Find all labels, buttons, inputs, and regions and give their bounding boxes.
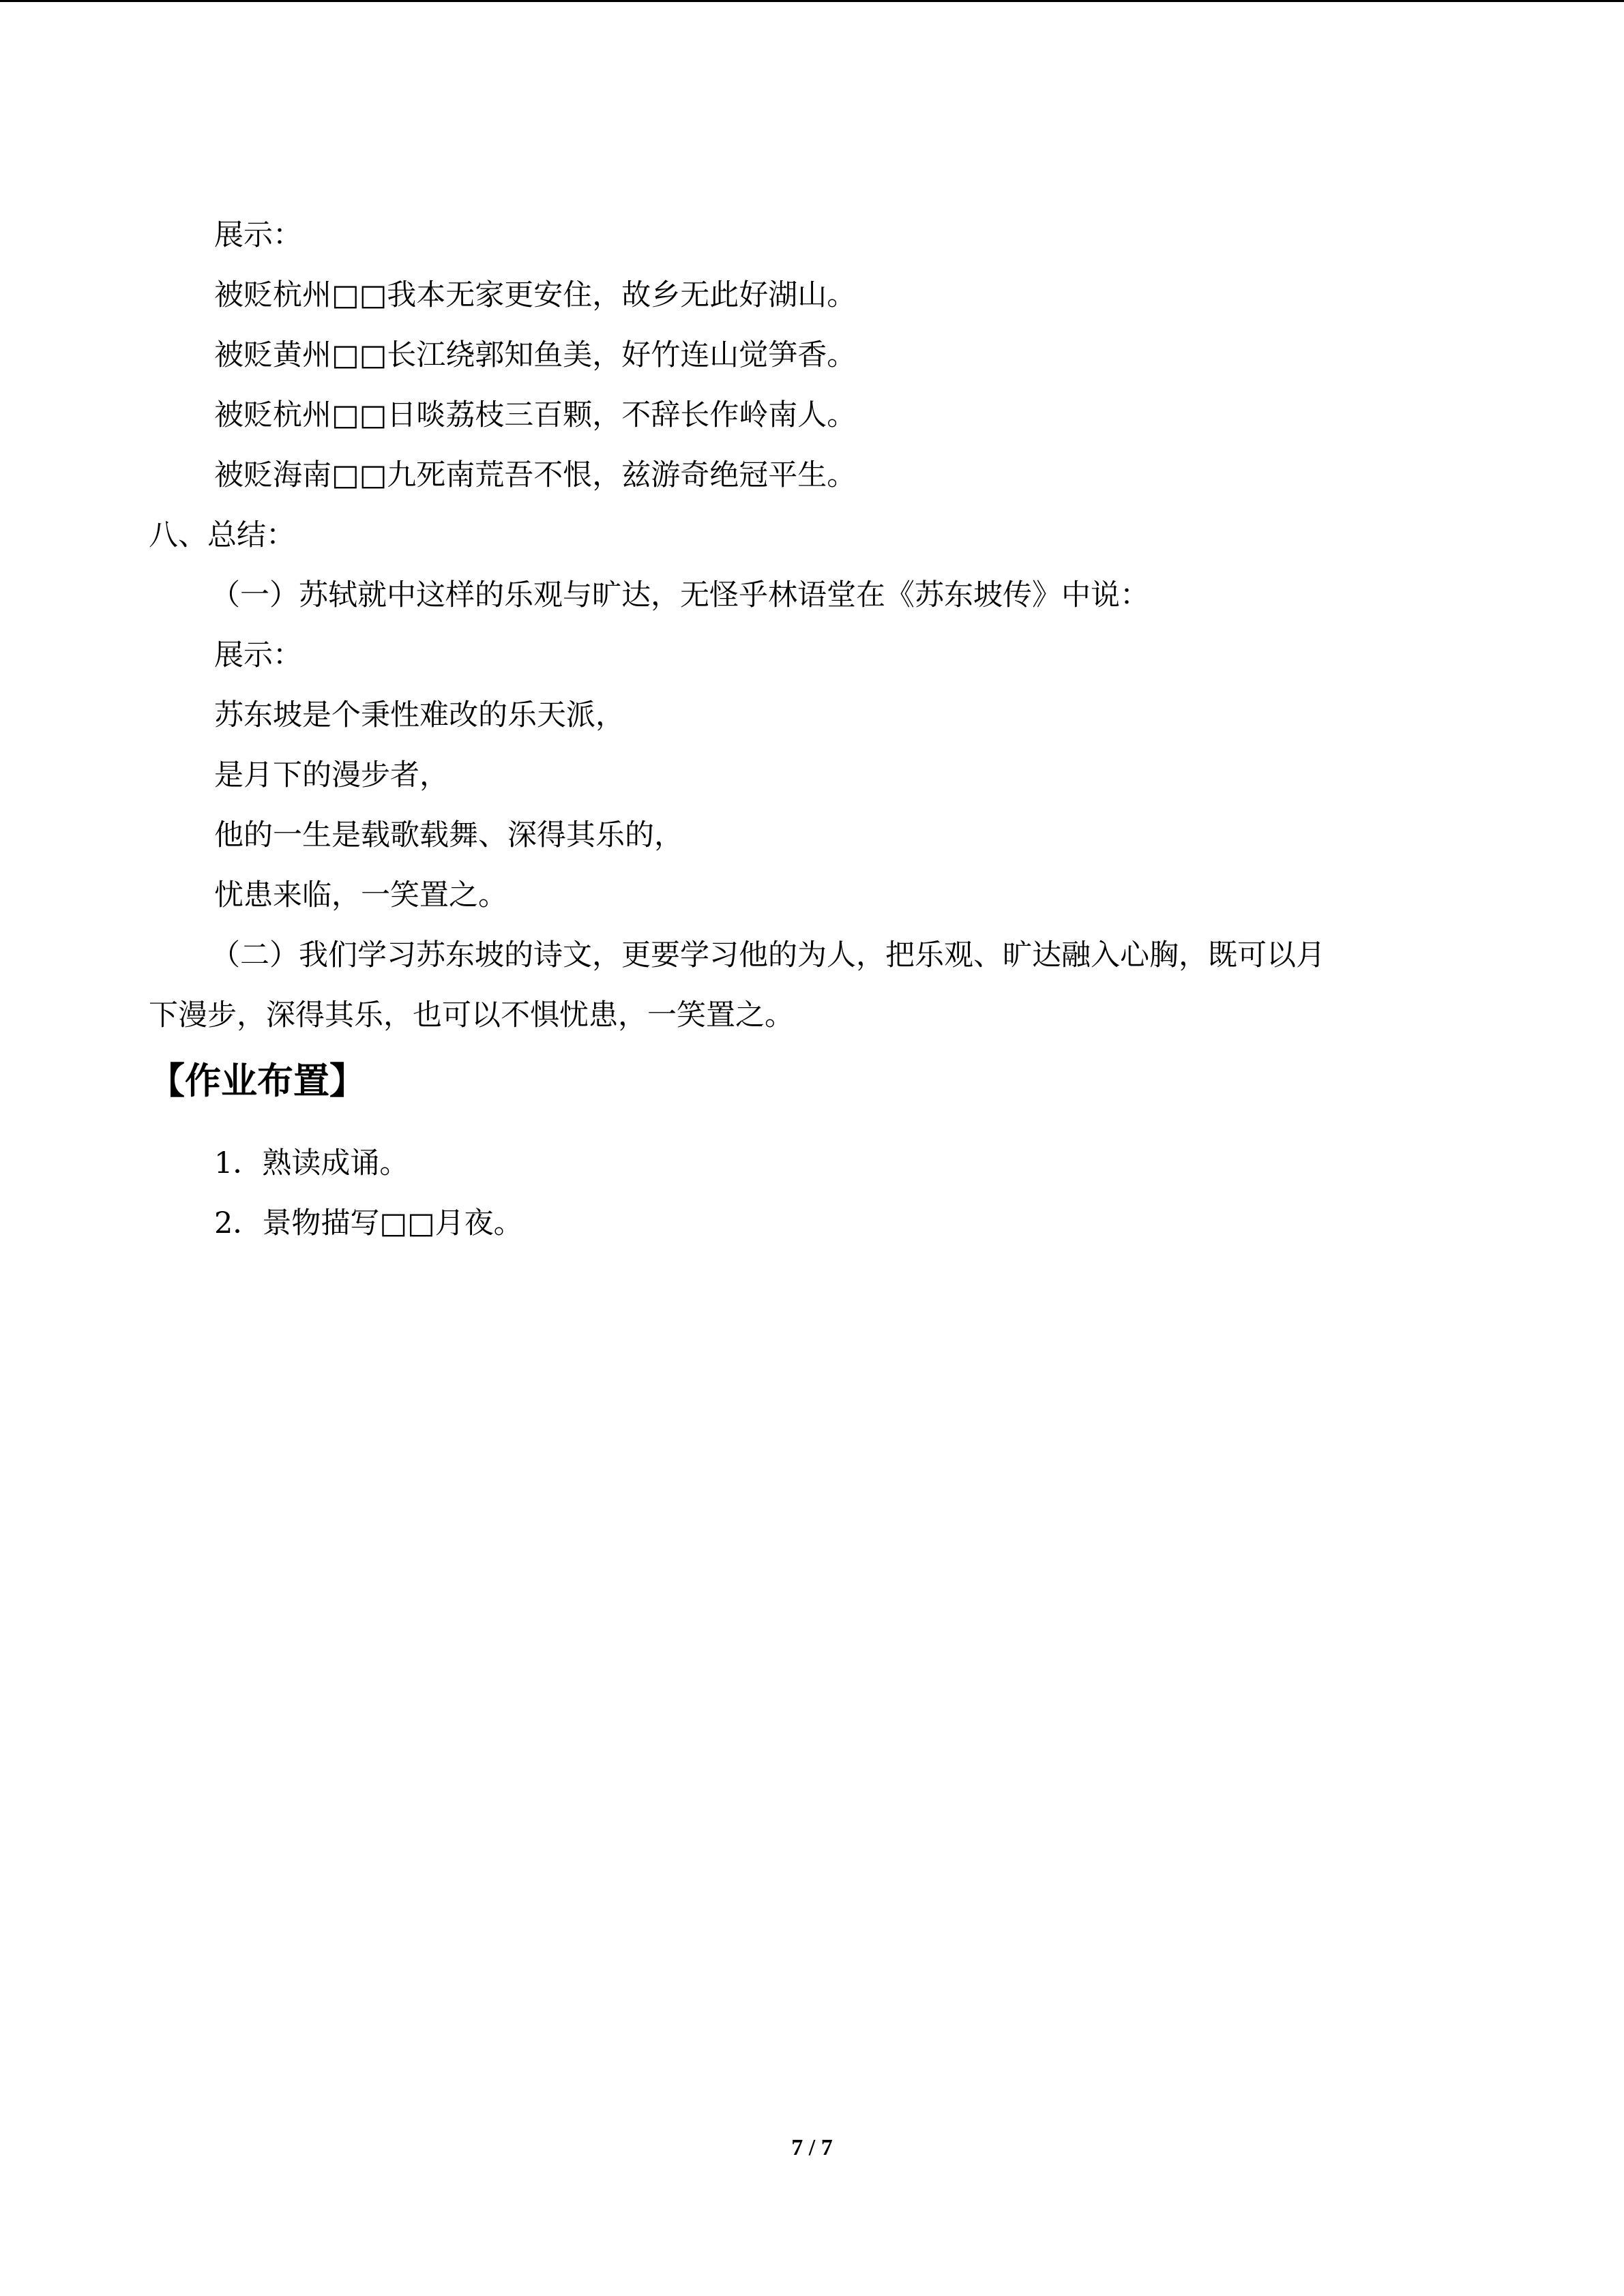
exile-line-huangzhou: 被贬黄州□□长江绕郭知鱼美，好竹连山觉笋香。	[214, 338, 857, 372]
homework-item: 1．熟读成诵。	[214, 1146, 409, 1180]
quote-line: 他的一生是载歌载舞、深得其乐的，	[214, 818, 683, 852]
top-border-rule	[0, 0, 1624, 2]
show-label: 展示：	[214, 638, 302, 672]
quote-line: 苏东坡是个秉性难改的乐天派，	[214, 698, 625, 732]
summary-two-line1: （二）我们学习苏东坡的诗文，更要学习他的为人，把乐观、旷达融入心胸，既可以月	[211, 938, 1325, 972]
show-label: 展示：	[214, 218, 302, 252]
page-number: 7 / 7	[791, 2135, 833, 2160]
quote-line: 是月下的漫步者，	[214, 758, 449, 792]
summary-one: （一）苏轼就中这样的乐观与旷达，无怪乎林语堂在《苏东坡传》中说：	[211, 578, 1149, 612]
quote-line: 忧患来临，一笑置之。	[214, 878, 507, 912]
homework-item: 2．景物描写□□月夜。	[214, 1206, 523, 1240]
exile-line-hainan: 被贬海南□□九死南荒吾不恨，兹游奇绝冠平生。	[214, 458, 857, 492]
homework-heading: 【作业布置】	[149, 1060, 366, 1102]
exile-line-hangzhou-2: 被贬杭州□□日啖荔枝三百颗，不辞长作岭南人。	[214, 398, 857, 432]
exile-line-hangzhou-1: 被贬杭州□□我本无家更安住，故乡无此好湖山。	[214, 278, 857, 312]
section-eight-heading: 八、总结：	[149, 518, 295, 552]
summary-two-line2: 下漫步，深得其乐，也可以不惧忧患，一笑置之。	[149, 998, 794, 1032]
